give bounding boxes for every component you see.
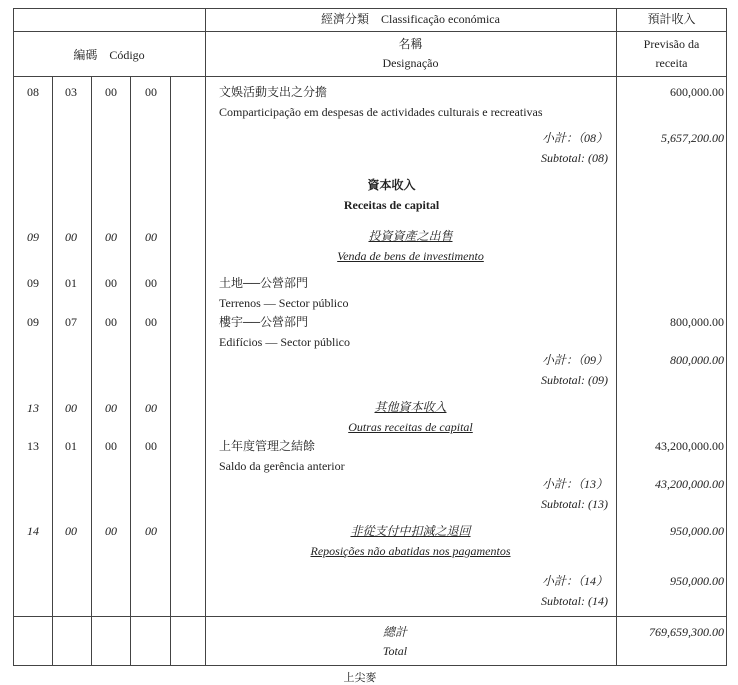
group-title-pt: Outras receitas de capital	[348, 420, 473, 434]
group-title-zh: 其他資本收入	[374, 400, 447, 414]
code-cell: 00	[145, 230, 157, 244]
code-cell: 09	[27, 230, 39, 244]
designation-pt: Edifícios — Sector público	[219, 335, 350, 349]
total-rule	[13, 616, 727, 617]
code-cell: 00	[65, 524, 77, 538]
designation-zh: 樓宇──公營部門	[219, 315, 309, 329]
code-cell: 00	[145, 315, 157, 329]
code-cell: 00	[145, 401, 157, 415]
subtotal-zh: 小計：（14）	[541, 574, 608, 588]
header-forecast-pt-1: Previsão da	[643, 37, 700, 51]
col-designation-left	[205, 8, 206, 666]
header-forecast-pt-2: receita	[655, 56, 688, 70]
section-title-pt: Receitas de capital	[343, 198, 440, 212]
group-title-zh: 投資資產之出售	[368, 229, 453, 243]
code-cell: 00	[105, 315, 117, 329]
designation-zh: 土地──公營部門	[219, 276, 309, 290]
amount: 43,200,000.00	[655, 477, 724, 491]
code-cell: 01	[65, 276, 77, 290]
col-code-2	[52, 76, 53, 666]
code-cell: 08	[27, 85, 39, 99]
designation-pt: Terrenos — Sector público	[219, 296, 349, 310]
group-title-zh: 非從支付中扣減之退回	[350, 524, 471, 538]
subtotal-pt: Subtotal: (14)	[541, 594, 608, 608]
code-cell: 00	[105, 230, 117, 244]
code-cell: 00	[105, 439, 117, 453]
header-rule-2	[13, 76, 727, 77]
header-rule-1	[13, 31, 727, 32]
code-cell: 00	[105, 401, 117, 415]
code-cell: 09	[27, 315, 39, 329]
col-code-4	[130, 76, 131, 666]
amount: 600,000.00	[670, 85, 724, 99]
total-label-zh: 總計	[382, 625, 407, 639]
header-code: 編碼 Código	[73, 48, 145, 62]
amount: 950,000.00	[670, 524, 724, 538]
code-cell: 09	[27, 276, 39, 290]
header-classification: 經濟分類 Classificação económica	[321, 12, 500, 26]
code-cell: 00	[65, 401, 77, 415]
code-cell: 00	[145, 439, 157, 453]
code-cell: 03	[65, 85, 77, 99]
section-title-zh: 資本收入	[367, 178, 416, 192]
code-cell: 13	[27, 401, 39, 415]
amount: 800,000.00	[670, 353, 724, 367]
amount: 950,000.00	[670, 574, 724, 588]
header-designation-zh: 名稱	[398, 37, 423, 51]
amount: 43,200,000.00	[655, 439, 724, 453]
code-cell: 00	[105, 276, 117, 290]
col-code-3	[91, 76, 92, 666]
code-cell: 01	[65, 439, 77, 453]
subtotal-zh: 小計：（09）	[541, 353, 608, 367]
designation-zh: 上年度管理之結餘	[219, 439, 316, 453]
subtotal-pt: Subtotal: (13)	[541, 497, 608, 511]
subtotal-pt: Subtotal: (09)	[541, 373, 608, 387]
amount: 5,657,200.00	[661, 131, 724, 145]
total-amount: 769,659,300.00	[649, 625, 724, 639]
subtotal-zh: 小計：（13）	[541, 477, 608, 491]
group-title-pt: Venda de bens de investimento	[337, 249, 484, 263]
code-cell: 07	[65, 315, 77, 329]
code-cell: 00	[145, 524, 157, 538]
footer-fragment: 上尖麥	[343, 672, 377, 684]
code-cell: 00	[105, 524, 117, 538]
designation-zh: 文娛活動支出之分擔	[219, 85, 328, 99]
col-code-5	[170, 76, 171, 666]
code-cell: 00	[145, 85, 157, 99]
code-cell: 13	[27, 439, 39, 453]
code-cell: 00	[105, 85, 117, 99]
code-cell: 00	[65, 230, 77, 244]
subtotal-zh: 小計：（08）	[541, 131, 608, 145]
total-label-pt: Total	[382, 644, 408, 658]
group-title-pt: Reposições não abatidas nos pagamentos	[310, 544, 511, 558]
subtotal-pt: Subtotal: (08)	[541, 151, 608, 165]
code-cell: 14	[27, 524, 39, 538]
header-forecast-zh: 預計收入	[647, 12, 696, 26]
code-cell: 00	[145, 276, 157, 290]
designation-pt: Comparticipação em despesas de actividades culturais e recreativas	[219, 105, 543, 119]
header-designation-pt: Designação	[382, 56, 439, 70]
designation-pt: Saldo da gerência anterior	[219, 459, 345, 473]
amount: 800,000.00	[670, 315, 724, 329]
col-amount-left	[616, 8, 617, 666]
